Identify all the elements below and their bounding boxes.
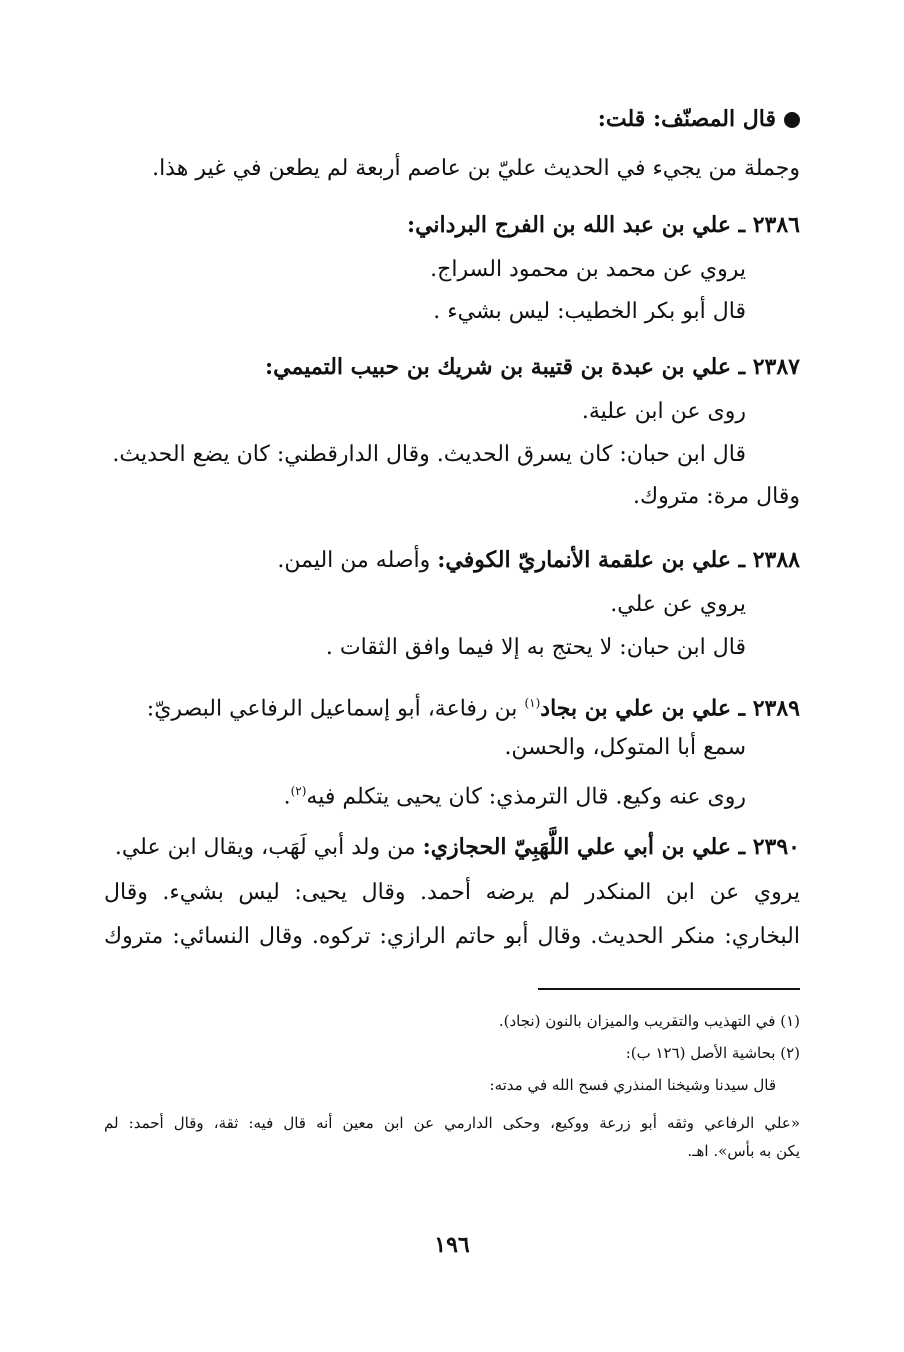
footnote-2: (٢) بحاشية الأصل (١٢٦ ب):: [625, 1044, 800, 1062]
footnote-text: قال سيدنا وشيخنا المنذري فسح الله في مدته:: [489, 1076, 776, 1094]
text-line: البخاري: منكر الحديث. وقال أبو حاتم الرازي: تركوه. وقال النسائي: متروك: [104, 924, 800, 949]
page-number: ١٩٦: [434, 1232, 470, 1258]
text-line: سمع أبا المتوكل، والحسن.: [504, 735, 746, 760]
text-line: قال ابن حبان: لا يحتج به إلا فيما وافق الثقات .: [325, 635, 746, 660]
footnote-text: «علي الرفاعي وثقه أبو زرعة ووكيع، وحكى الدارمي عن ابن معين أنه قال فيه: ثقة، وقال أحمد: لم: [104, 1114, 800, 1132]
text-line: قال ابن حبان: كان يسرق الحديث. وقال الدارقطني: كان يضع الحديث.: [112, 442, 746, 467]
text-line: وقال مرة: متروك.: [633, 484, 800, 509]
bullet-icon: [784, 112, 800, 128]
text-line: يروي عن محمد بن محمود السراج.: [430, 257, 746, 282]
entry-heading-2390: ٢٣٩٠ ـ علي بن أبي علي اللَّهَبِيّ الحجازي: من ولد أبي لَهَب، ويقال ابن علي.: [114, 834, 800, 860]
entry-heading-2388: ٢٣٨٨ ـ علي بن علقمة الأنماريّ الكوفي: وأصله من اليمن.: [277, 547, 800, 573]
author-note-heading: قال المصنّف: قلت:: [598, 104, 800, 134]
text-line: وجملة من يجيء في الحديث عليّ بن عاصم أربعة لم يطعن في غير هذا.: [152, 156, 800, 181]
footnote-ref: (١): [524, 696, 541, 710]
entry-heading-2389: ٢٣٨٩ ـ علي بن علي بن بجاد$^{(١)}$ بن رفاعة، أبو إسماعيل الرفاعي البصريّ:: [146, 695, 800, 722]
entry-heading-2387: ٢٣٨٧ ـ علي بن عبدة بن قتيبة بن شريك بن حبيب التميمي:: [265, 354, 800, 380]
footnote-text: يكن به بأس». اهـ.: [687, 1142, 800, 1160]
footnote-ref: (٢): [290, 784, 307, 798]
text-line: روى عن ابن علية.: [581, 399, 746, 424]
entry-heading-2386: ٢٣٨٦ ـ علي بن عبد الله بن الفرج البرداني:: [406, 212, 800, 238]
text-line: روى عنه وكيع. قال الترمذي: كان يحيى يتكلم فيه$^{(٢)}$.: [283, 784, 746, 810]
text-line: يروي عن علي.: [610, 592, 746, 617]
footnote-1: (١) في التهذيب والتقريب والميزان بالنون (نجاد).: [498, 1012, 800, 1030]
text-line: قال أبو بكر الخطيب: ليس بشيء .: [433, 299, 746, 324]
text-line: يروي عن ابن المنكدر لم يرضه أحمد. وقال يحيى: ليس بشيء. وقال: [104, 880, 800, 905]
footnote-divider: [538, 988, 800, 990]
